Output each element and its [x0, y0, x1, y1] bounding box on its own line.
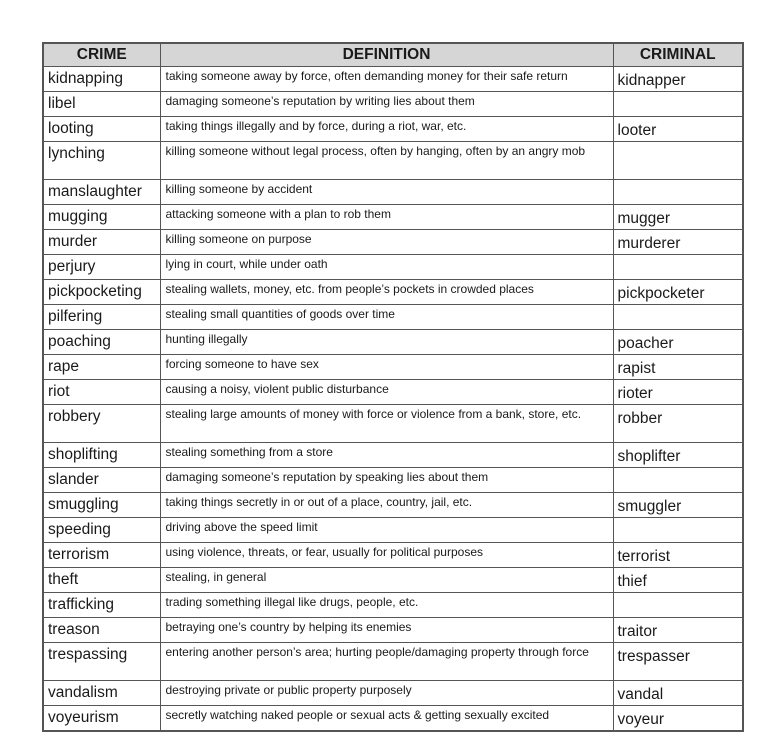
- crime-cell: poaching: [43, 330, 160, 355]
- criminal-cell: pickpocketer: [613, 280, 743, 305]
- table-row: [43, 405, 743, 443]
- crime-cell: kidnapping: [43, 67, 160, 92]
- criminal-cell: rioter: [613, 380, 743, 405]
- criminal-cell: [613, 92, 743, 117]
- crime-cell: perjury: [43, 255, 160, 280]
- crime-cell: riot: [43, 380, 160, 405]
- crime-vocabulary-sheet: [42, 42, 742, 732]
- table-row: [43, 180, 743, 205]
- criminal-cell: smuggler: [613, 493, 743, 518]
- table-row: [43, 593, 743, 618]
- table-row: [43, 706, 743, 732]
- crime-cell: rape: [43, 355, 160, 380]
- definition-cell: killing someone by accident: [160, 180, 613, 205]
- table-row: [43, 117, 743, 142]
- table-row: [43, 142, 743, 180]
- criminal-cell: robber: [613, 405, 743, 443]
- header-row: [43, 43, 743, 67]
- definition-cell: damaging someone’s reputation by speaking lies about them: [160, 468, 613, 493]
- crime-cell: smuggling: [43, 493, 160, 518]
- definition-cell: stealing, in general: [160, 568, 613, 593]
- table-row: [43, 355, 743, 380]
- table-row: [43, 568, 743, 593]
- table-row: [43, 443, 743, 468]
- table-row: [43, 543, 743, 568]
- crime-cell: trespassing: [43, 643, 160, 681]
- table-header: [43, 43, 743, 67]
- table-row: [43, 493, 743, 518]
- definition-cell: betraying one’s country by helping its enemies: [160, 618, 613, 643]
- table-row: [43, 681, 743, 706]
- criminal-cell: [613, 142, 743, 180]
- table-row: [43, 643, 743, 681]
- crime-table: [42, 42, 744, 732]
- definition-cell: killing someone on purpose: [160, 230, 613, 255]
- definition-cell: taking things illegally and by force, during a riot, war, etc.: [160, 117, 613, 142]
- criminal-cell: [613, 255, 743, 280]
- crime-cell: voyeurism: [43, 706, 160, 732]
- table-row: [43, 230, 743, 255]
- table-row: [43, 205, 743, 230]
- definition-cell: taking things secretly in or out of a place, country, jail, etc.: [160, 493, 613, 518]
- criminal-cell: murderer: [613, 230, 743, 255]
- header-criminal: CRIMINAL: [613, 43, 743, 67]
- table-row: [43, 255, 743, 280]
- criminal-cell: vandal: [613, 681, 743, 706]
- definition-cell: entering another person’s area; hurting people/damaging property through force: [160, 643, 613, 681]
- definition-cell: destroying private or public property purposely: [160, 681, 613, 706]
- definition-cell: taking someone away by force, often demanding money for their safe return: [160, 67, 613, 92]
- table-row: [43, 92, 743, 117]
- definition-cell: stealing something from a store: [160, 443, 613, 468]
- definition-cell: stealing large amounts of money with force or violence from a bank, store, etc.: [160, 405, 613, 443]
- crime-cell: lynching: [43, 142, 160, 180]
- crime-cell: vandalism: [43, 681, 160, 706]
- crime-cell: speeding: [43, 518, 160, 543]
- definition-cell: killing someone without legal process, often by hanging, often by an angry mob: [160, 142, 613, 180]
- definition-cell: stealing small quantities of goods over time: [160, 305, 613, 330]
- criminal-cell: kidnapper: [613, 67, 743, 92]
- header-definition: DEFINITION: [160, 43, 613, 67]
- table-body: [43, 67, 743, 732]
- definition-cell: using violence, threats, or fear, usually for political purposes: [160, 543, 613, 568]
- table-row: [43, 330, 743, 355]
- criminal-cell: voyeur: [613, 706, 743, 732]
- crime-cell: pickpocketing: [43, 280, 160, 305]
- crime-cell: looting: [43, 117, 160, 142]
- table-row: [43, 468, 743, 493]
- crime-cell: terrorism: [43, 543, 160, 568]
- crime-cell: shoplifting: [43, 443, 160, 468]
- definition-cell: damaging someone’s reputation by writing lies about them: [160, 92, 613, 117]
- definition-cell: forcing someone to have sex: [160, 355, 613, 380]
- definition-cell: lying in court, while under oath: [160, 255, 613, 280]
- criminal-cell: terrorist: [613, 543, 743, 568]
- definition-cell: driving above the speed limit: [160, 518, 613, 543]
- crime-cell: robbery: [43, 405, 160, 443]
- criminal-cell: [613, 593, 743, 618]
- criminal-cell: mugger: [613, 205, 743, 230]
- table-row: [43, 67, 743, 92]
- criminal-cell: rapist: [613, 355, 743, 380]
- criminal-cell: [613, 468, 743, 493]
- crime-cell: treason: [43, 618, 160, 643]
- crime-cell: manslaughter: [43, 180, 160, 205]
- table-row: [43, 380, 743, 405]
- criminal-cell: traitor: [613, 618, 743, 643]
- crime-cell: mugging: [43, 205, 160, 230]
- criminal-cell: trespasser: [613, 643, 743, 681]
- criminal-cell: shoplifter: [613, 443, 743, 468]
- criminal-cell: [613, 180, 743, 205]
- table-row: [43, 518, 743, 543]
- table-row: [43, 305, 743, 330]
- definition-cell: trading something illegal like drugs, people, etc.: [160, 593, 613, 618]
- table-row: [43, 618, 743, 643]
- crime-cell: theft: [43, 568, 160, 593]
- definition-cell: hunting illegally: [160, 330, 613, 355]
- criminal-cell: [613, 518, 743, 543]
- crime-cell: murder: [43, 230, 160, 255]
- crime-cell: slander: [43, 468, 160, 493]
- crime-cell: pilfering: [43, 305, 160, 330]
- criminal-cell: [613, 305, 743, 330]
- table-row: [43, 280, 743, 305]
- definition-cell: secretly watching naked people or sexual acts & getting sexually excited: [160, 706, 613, 732]
- criminal-cell: poacher: [613, 330, 743, 355]
- definition-cell: attacking someone with a plan to rob them: [160, 205, 613, 230]
- crime-cell: libel: [43, 92, 160, 117]
- crime-cell: trafficking: [43, 593, 160, 618]
- definition-cell: stealing wallets, money, etc. from people’s pockets in crowded places: [160, 280, 613, 305]
- criminal-cell: looter: [613, 117, 743, 142]
- definition-cell: causing a noisy, violent public disturbance: [160, 380, 613, 405]
- header-crime: CRIME: [43, 43, 160, 67]
- criminal-cell: thief: [613, 568, 743, 593]
